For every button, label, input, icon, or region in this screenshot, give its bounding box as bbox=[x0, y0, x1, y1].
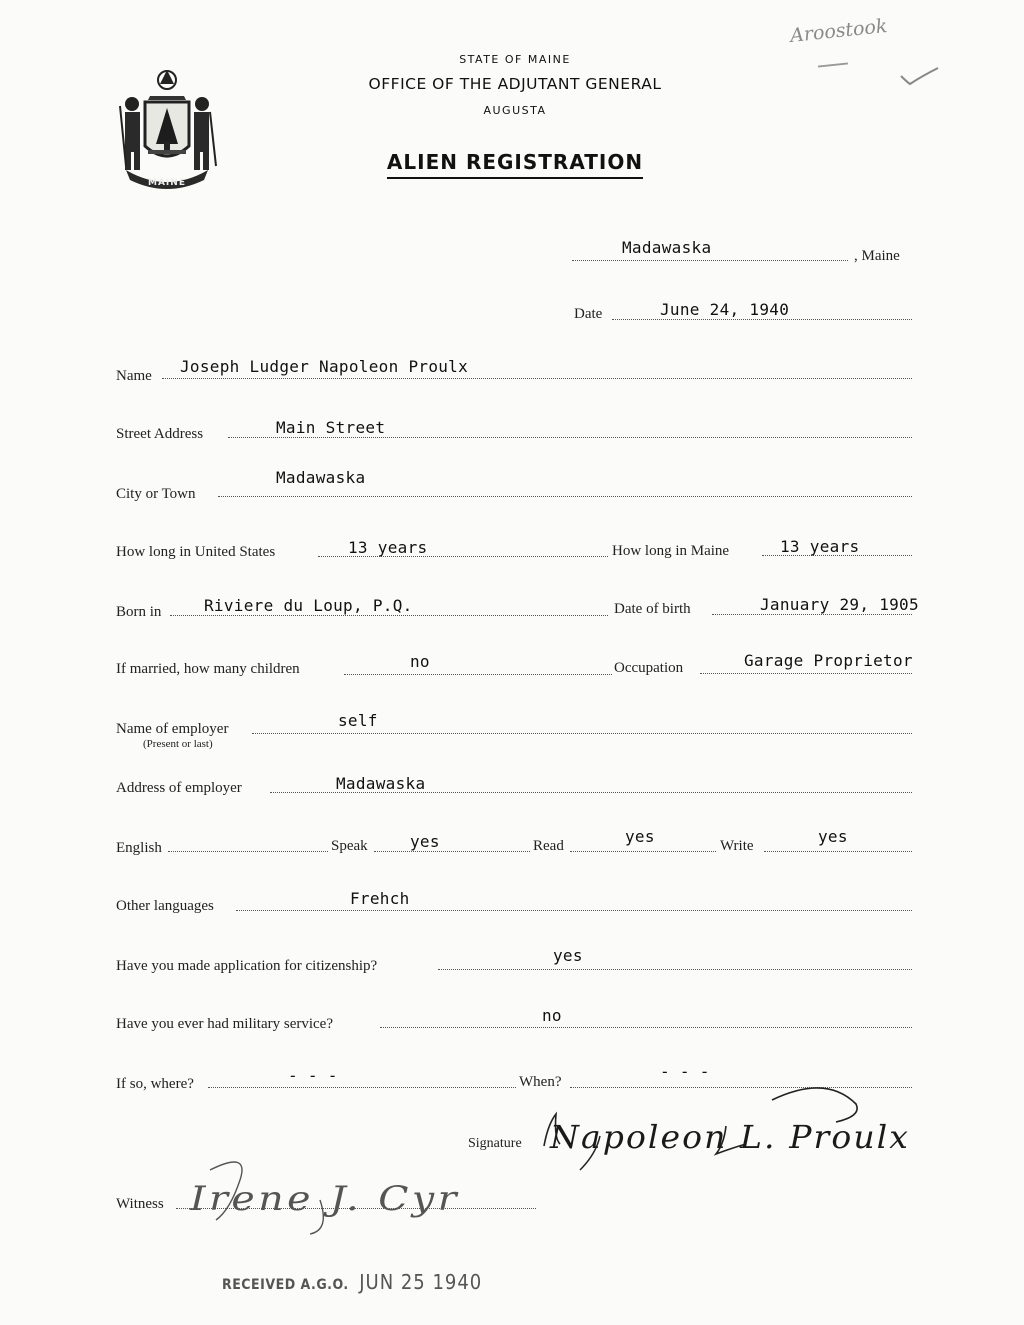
military-label: Have you ever had military service? bbox=[116, 1016, 333, 1032]
date-line bbox=[612, 319, 912, 320]
witness-signature bbox=[180, 1150, 480, 1240]
where-line bbox=[208, 1087, 516, 1088]
witness-label: Witness bbox=[116, 1196, 164, 1212]
date-label: Date bbox=[574, 306, 603, 322]
military-line bbox=[380, 1027, 912, 1028]
maine-duration-value: 13 years bbox=[780, 537, 860, 556]
employer-address-value: Madawaska bbox=[336, 774, 426, 793]
state-heading: STATE OF MAINE bbox=[459, 53, 571, 66]
applicant-signature bbox=[536, 1074, 926, 1184]
city-line bbox=[218, 496, 912, 497]
town-line bbox=[572, 260, 848, 261]
born-in-line bbox=[170, 615, 608, 616]
employer-label: Name of employer bbox=[116, 721, 229, 737]
employer-line bbox=[252, 733, 912, 734]
witness-script: Irene J. Cyr bbox=[188, 1179, 461, 1219]
write-label: Write bbox=[720, 838, 754, 854]
citizenship-line bbox=[438, 969, 912, 970]
pencil-dash-mark bbox=[818, 62, 848, 67]
read-label: Read bbox=[533, 838, 564, 854]
english-line bbox=[168, 851, 328, 852]
pencil-check-mark bbox=[898, 66, 940, 88]
us-duration-label: How long in United States bbox=[116, 544, 276, 560]
dob-value: January 29, 1905 bbox=[760, 595, 919, 614]
employer-sublabel: (Present or last) bbox=[143, 738, 213, 750]
read-value: yes bbox=[625, 827, 655, 846]
received-stamp-date: JUN 25 1940 bbox=[359, 1270, 483, 1294]
received-stamp-text: RECEIVED A.G.O. bbox=[222, 1277, 349, 1293]
occupation-line bbox=[700, 673, 912, 674]
maine-state-seal bbox=[112, 66, 222, 192]
name-value: Joseph Ludger Napoleon Proulx bbox=[180, 357, 469, 376]
citizenship-value: yes bbox=[553, 946, 583, 965]
dob-line bbox=[712, 614, 912, 615]
write-value: yes bbox=[818, 827, 848, 846]
born-in-label: Born in bbox=[116, 604, 162, 620]
other-languages-value: Frehch bbox=[350, 889, 410, 908]
children-line bbox=[344, 674, 612, 675]
children-label: If married, how many children bbox=[116, 661, 300, 677]
employer-value: self bbox=[338, 711, 378, 730]
occupation-value: Garage Proprietor bbox=[744, 651, 913, 670]
street-label: Street Address bbox=[116, 426, 204, 442]
date-value: June 24, 1940 bbox=[660, 300, 790, 319]
children-value: no bbox=[410, 652, 430, 671]
margin-note-county: Aroostook bbox=[789, 14, 889, 48]
town-value: Madawaska bbox=[622, 238, 712, 257]
where-label: If so, where? bbox=[116, 1076, 194, 1092]
read-line bbox=[570, 851, 716, 852]
born-in-value: Riviere du Loup, P.Q. bbox=[204, 596, 413, 615]
city-heading: AUGUSTA bbox=[483, 104, 547, 117]
street-value: Main Street bbox=[276, 418, 386, 437]
form-title-text: ALIEN REGISTRATION bbox=[387, 150, 643, 179]
city-value: Madawaska bbox=[276, 468, 366, 487]
state-suffix: , Maine bbox=[854, 248, 900, 264]
when-label: When? bbox=[519, 1074, 562, 1090]
signature-script: Napoleon L. Proulx bbox=[548, 1118, 910, 1156]
when-value: - - - bbox=[660, 1062, 710, 1081]
english-label: English bbox=[116, 840, 162, 856]
where-value: - - - bbox=[288, 1066, 338, 1085]
name-label: Name bbox=[116, 368, 152, 384]
speak-line bbox=[374, 851, 530, 852]
employer-address-label: Address of employer bbox=[116, 780, 242, 796]
office-heading: OFFICE OF THE ADJUTANT GENERAL bbox=[368, 75, 662, 93]
citizenship-label: Have you made application for citizenship? bbox=[116, 958, 378, 974]
city-label: City or Town bbox=[116, 486, 196, 502]
name-line bbox=[162, 378, 912, 379]
maine-duration-label: How long in Maine bbox=[612, 543, 730, 559]
street-line bbox=[228, 437, 912, 438]
military-value: no bbox=[542, 1006, 562, 1025]
received-stamp bbox=[222, 1270, 482, 1294]
signature-label: Signature bbox=[468, 1136, 522, 1151]
write-line bbox=[764, 851, 912, 852]
speak-label: Speak bbox=[331, 838, 368, 854]
other-languages-line bbox=[236, 910, 912, 911]
dob-label: Date of birth bbox=[614, 601, 691, 617]
us-duration-value: 13 years bbox=[348, 538, 428, 557]
other-languages-label: Other languages bbox=[116, 898, 214, 914]
speak-value: yes bbox=[410, 832, 440, 851]
form-title bbox=[340, 150, 690, 174]
seal-banner-text: MAINE bbox=[148, 178, 186, 188]
occupation-label: Occupation bbox=[614, 660, 684, 676]
